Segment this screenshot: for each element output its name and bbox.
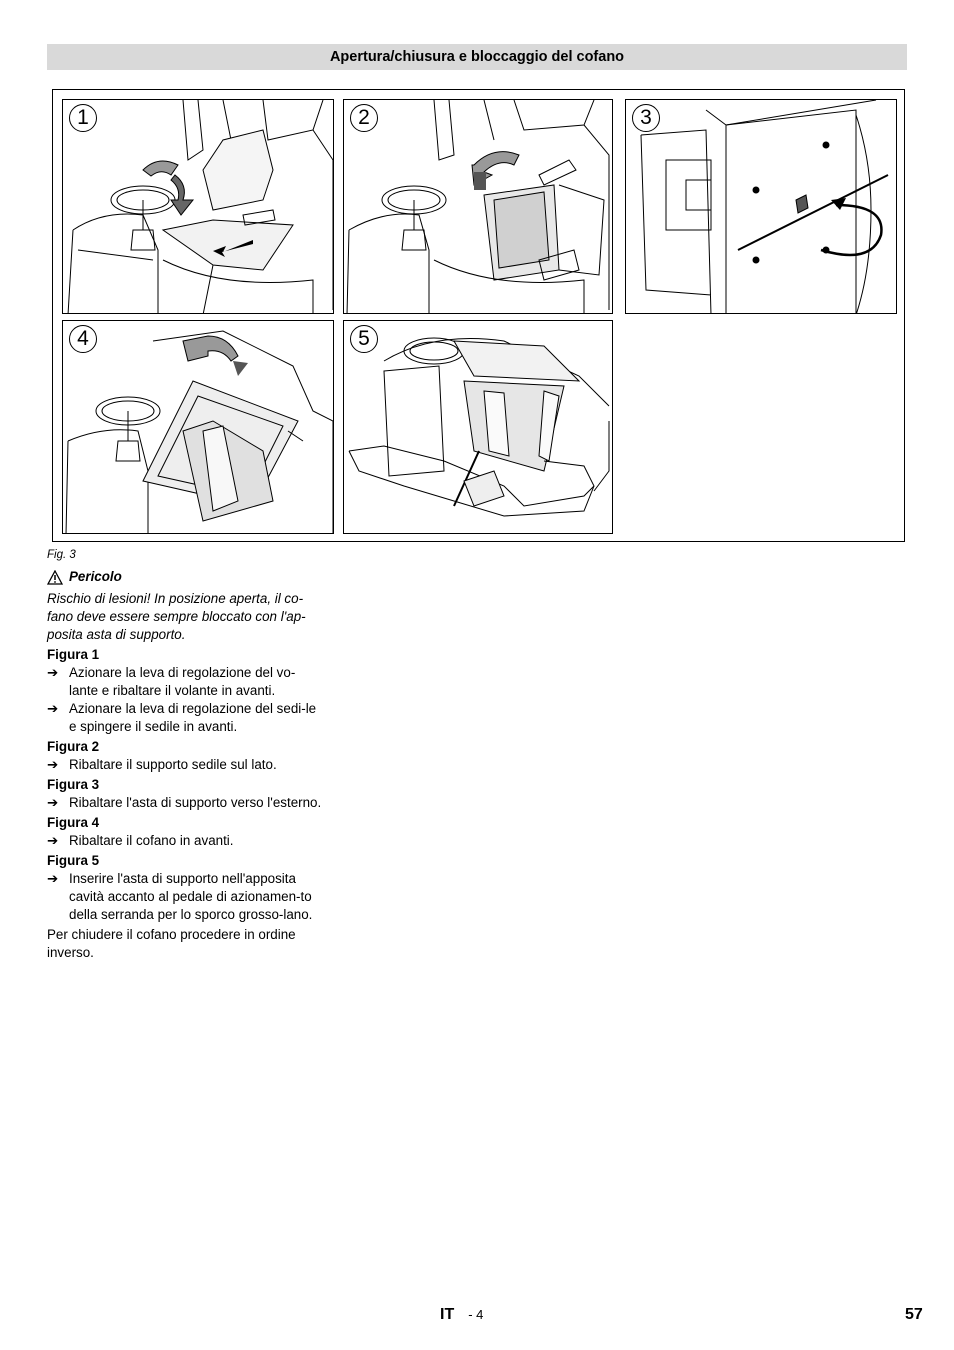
illustration-steering-seat — [63, 100, 334, 314]
step-item: ➔ Ribaltare l'asta di supporto verso l'esterno. — [47, 795, 322, 810]
panel-number-1: 1 — [69, 104, 97, 132]
warning-heading — [47, 568, 323, 586]
panel-number-5: 5 — [350, 325, 378, 353]
closing-note: Per chiudere il cofano procedere in ordine inverso. — [47, 927, 296, 960]
step-item: ➔ Ribaltare il supporto sedile sul lato. — [47, 757, 277, 772]
figure-3-frame — [52, 89, 905, 542]
warning-title: Pericolo — [69, 569, 122, 584]
illustration-support-rod — [626, 100, 897, 314]
arrow-right-icon: ➔ — [47, 701, 59, 716]
section-label-1: Figura 1 — [47, 647, 100, 662]
step-item: ➔ Azionare la leva di regolazione del vo-lante e ribaltare il volante in avanti. — [47, 665, 296, 698]
footer-language — [440, 1306, 485, 1324]
section-label-2: Figura 2 — [47, 739, 100, 754]
arrow-right-icon: ➔ — [47, 795, 59, 810]
instructions-column — [47, 546, 323, 962]
warning-triangle-icon — [47, 570, 63, 585]
panel-number-2: 2 — [350, 104, 378, 132]
footer-section: - 4 — [468, 1307, 484, 1322]
section-label-4: Figura 4 — [47, 815, 100, 830]
figure-panel-1 — [62, 99, 334, 314]
arrow-right-icon: ➔ — [47, 871, 59, 886]
step-item: ➔ Inserire l'asta di supporto nell'apposita cavità accanto al pedale di azionamen-to della serranda per lo sporco grosso-lano. — [47, 871, 313, 922]
footer-lang-code: IT — [440, 1306, 455, 1323]
arrow-right-icon: ➔ — [47, 833, 59, 848]
illustration-hood-open-propped — [344, 321, 613, 534]
figure-caption: Fig. 3 — [47, 549, 76, 561]
section-header: Apertura/chiusura e bloccaggio del cofano — [47, 44, 907, 70]
illustration-hood-forward — [63, 321, 334, 534]
step-item: ➔ Ribaltare il cofano in avanti. — [47, 833, 234, 848]
page-number: 57 — [905, 1306, 923, 1323]
arrow-right-icon: ➔ — [47, 665, 59, 680]
section-label-3: Figura 3 — [47, 777, 100, 792]
figure-panel-3 — [625, 99, 897, 314]
figure-panel-4 — [62, 320, 334, 534]
panel-number-3: 3 — [632, 104, 660, 132]
arrow-right-icon: ➔ — [47, 757, 59, 772]
figure-panel-5 — [343, 320, 613, 534]
figure-panel-2 — [343, 99, 613, 314]
warning-text: Rischio di lesioni! In posizione aperta, il co-fano deve essere sempre bloccato con l'ap-posita asta di supporto. — [47, 591, 306, 642]
step-item: ➔ Azionare la leva di regolazione del sedi-le e spingere il sedile in avanti. — [47, 701, 317, 734]
section-label-5: Figura 5 — [47, 853, 100, 868]
panel-number-4: 4 — [69, 325, 97, 353]
illustration-seat-tilted — [344, 100, 613, 314]
